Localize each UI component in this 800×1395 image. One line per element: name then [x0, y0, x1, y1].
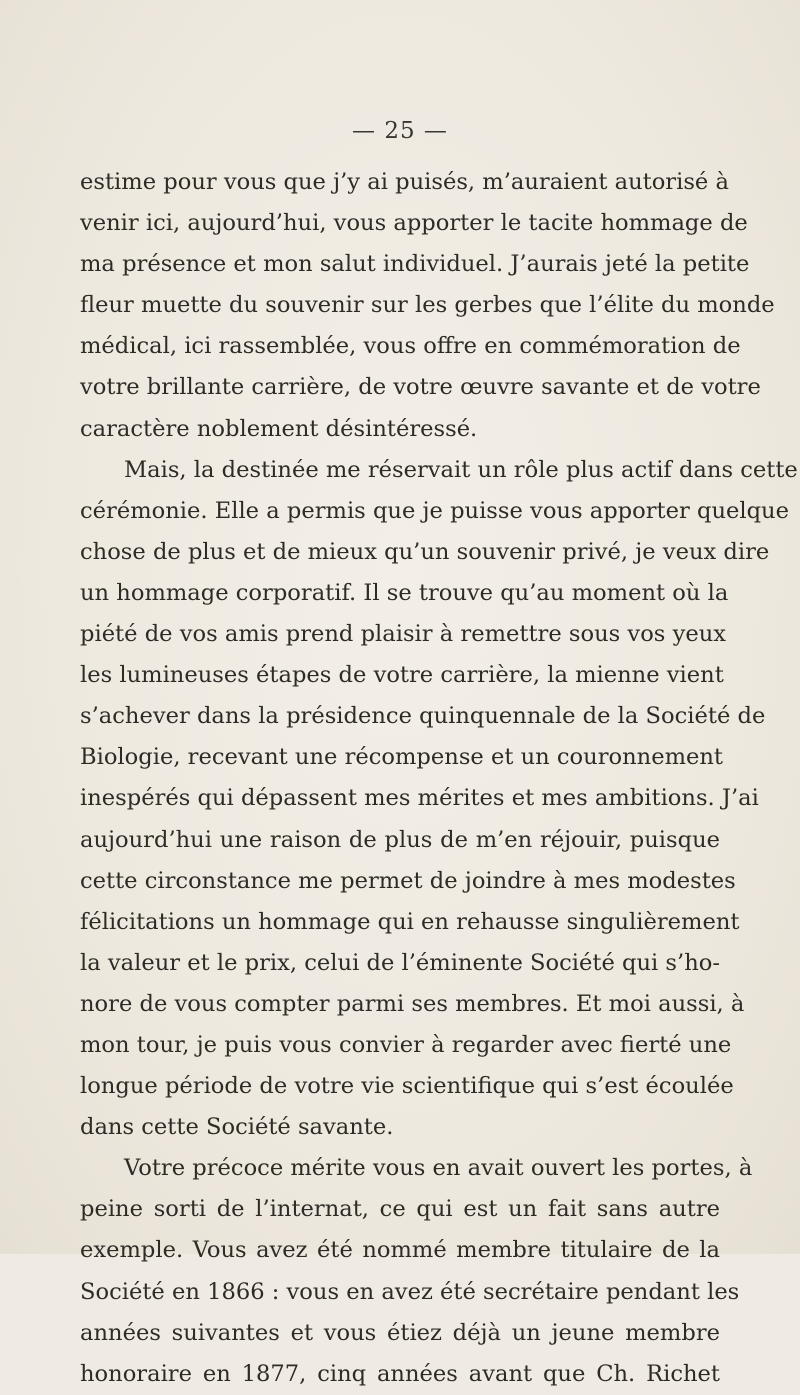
text-line: fleur muette du souvenir sur les gerbes que l’élite du monde [80, 292, 775, 319]
text-line: cérémonie. Elle a permis que je puisse vous apporter quelque [80, 497, 789, 524]
text-line: années suivantes et vous étiez déjà un jeune membre [80, 1319, 720, 1346]
text-line: venir ici, aujourd’hui, vous apporter le tacite hommage de [80, 210, 748, 237]
text-line: Biologie, recevant une récompense et un couronnement [80, 744, 723, 771]
text-line: exemple. Vous avez été nommé membre titulaire de la [80, 1237, 720, 1264]
text-line: ma présence et mon salut individuel. J’aurais jeté la petite [80, 251, 750, 278]
text-line: caractère noblement désintéressé. [80, 415, 478, 442]
text-line: félicitations un hommage qui en rehausse singulièrement [80, 908, 740, 935]
body-text [80, 162, 798, 1395]
text-line: honoraire en 1877, cinq années avant que Ch. Richet [80, 1360, 720, 1387]
text-line: votre brillante carrière, de votre œuvre savante et de votre [80, 374, 761, 401]
text-line: un hommage corporatif. Il se trouve qu’au moment où la [80, 579, 729, 606]
text-line: longue période de votre vie scientifique qui s’est écoulée [80, 1073, 734, 1100]
text-line: nore de vous compter parmi ses membres. Et moi aussi, à [80, 990, 745, 1017]
text-line: chose de plus et de mieux qu’un souvenir privé, je veux dire [80, 538, 770, 565]
text-line: les lumineuses étapes de votre carrière, la mienne vient [80, 662, 724, 689]
text-line: la valeur et le prix, celui de l’éminente Société qui s’ho- [80, 949, 720, 976]
text-line: piété de vos amis prend plaisir à remettre sous vos yeux [80, 621, 726, 648]
text-line: cette circonstance me permet de joindre à mes modestes [80, 867, 736, 894]
text-line: mon tour, je puis vous convier à regarder avec fierté une [80, 1031, 732, 1058]
text-line: s’achever dans la présidence quinquennale de la Société de [80, 703, 766, 730]
text-line: inespérés qui dépassent mes mérites et mes ambitions. J’ai [80, 785, 759, 812]
page-number: — 25 — [352, 118, 448, 144]
text-line: Société en 1866 : vous en avez été secrétaire pendant les [80, 1278, 740, 1305]
text-line: peine sorti de l’internat, ce qui est un fait sans autre [80, 1196, 720, 1223]
text-line: dans cette Société savante. [80, 1114, 394, 1141]
text-line: médical, ici rassemblée, vous offre en commémoration de [80, 333, 741, 360]
paragraph-start-line: Mais, la destinée me réservait un rôle plus actif dans cette [124, 456, 798, 483]
text-line: estime pour vous que j’y ai puisés, m’auraient autorisé à [80, 169, 729, 195]
text-line: aujourd’hui une raison de plus de m’en réjouir, puisque [80, 826, 720, 853]
paragraph-start-line: Votre précoce mérite vous en avait ouvert les portes, à [124, 1155, 753, 1182]
